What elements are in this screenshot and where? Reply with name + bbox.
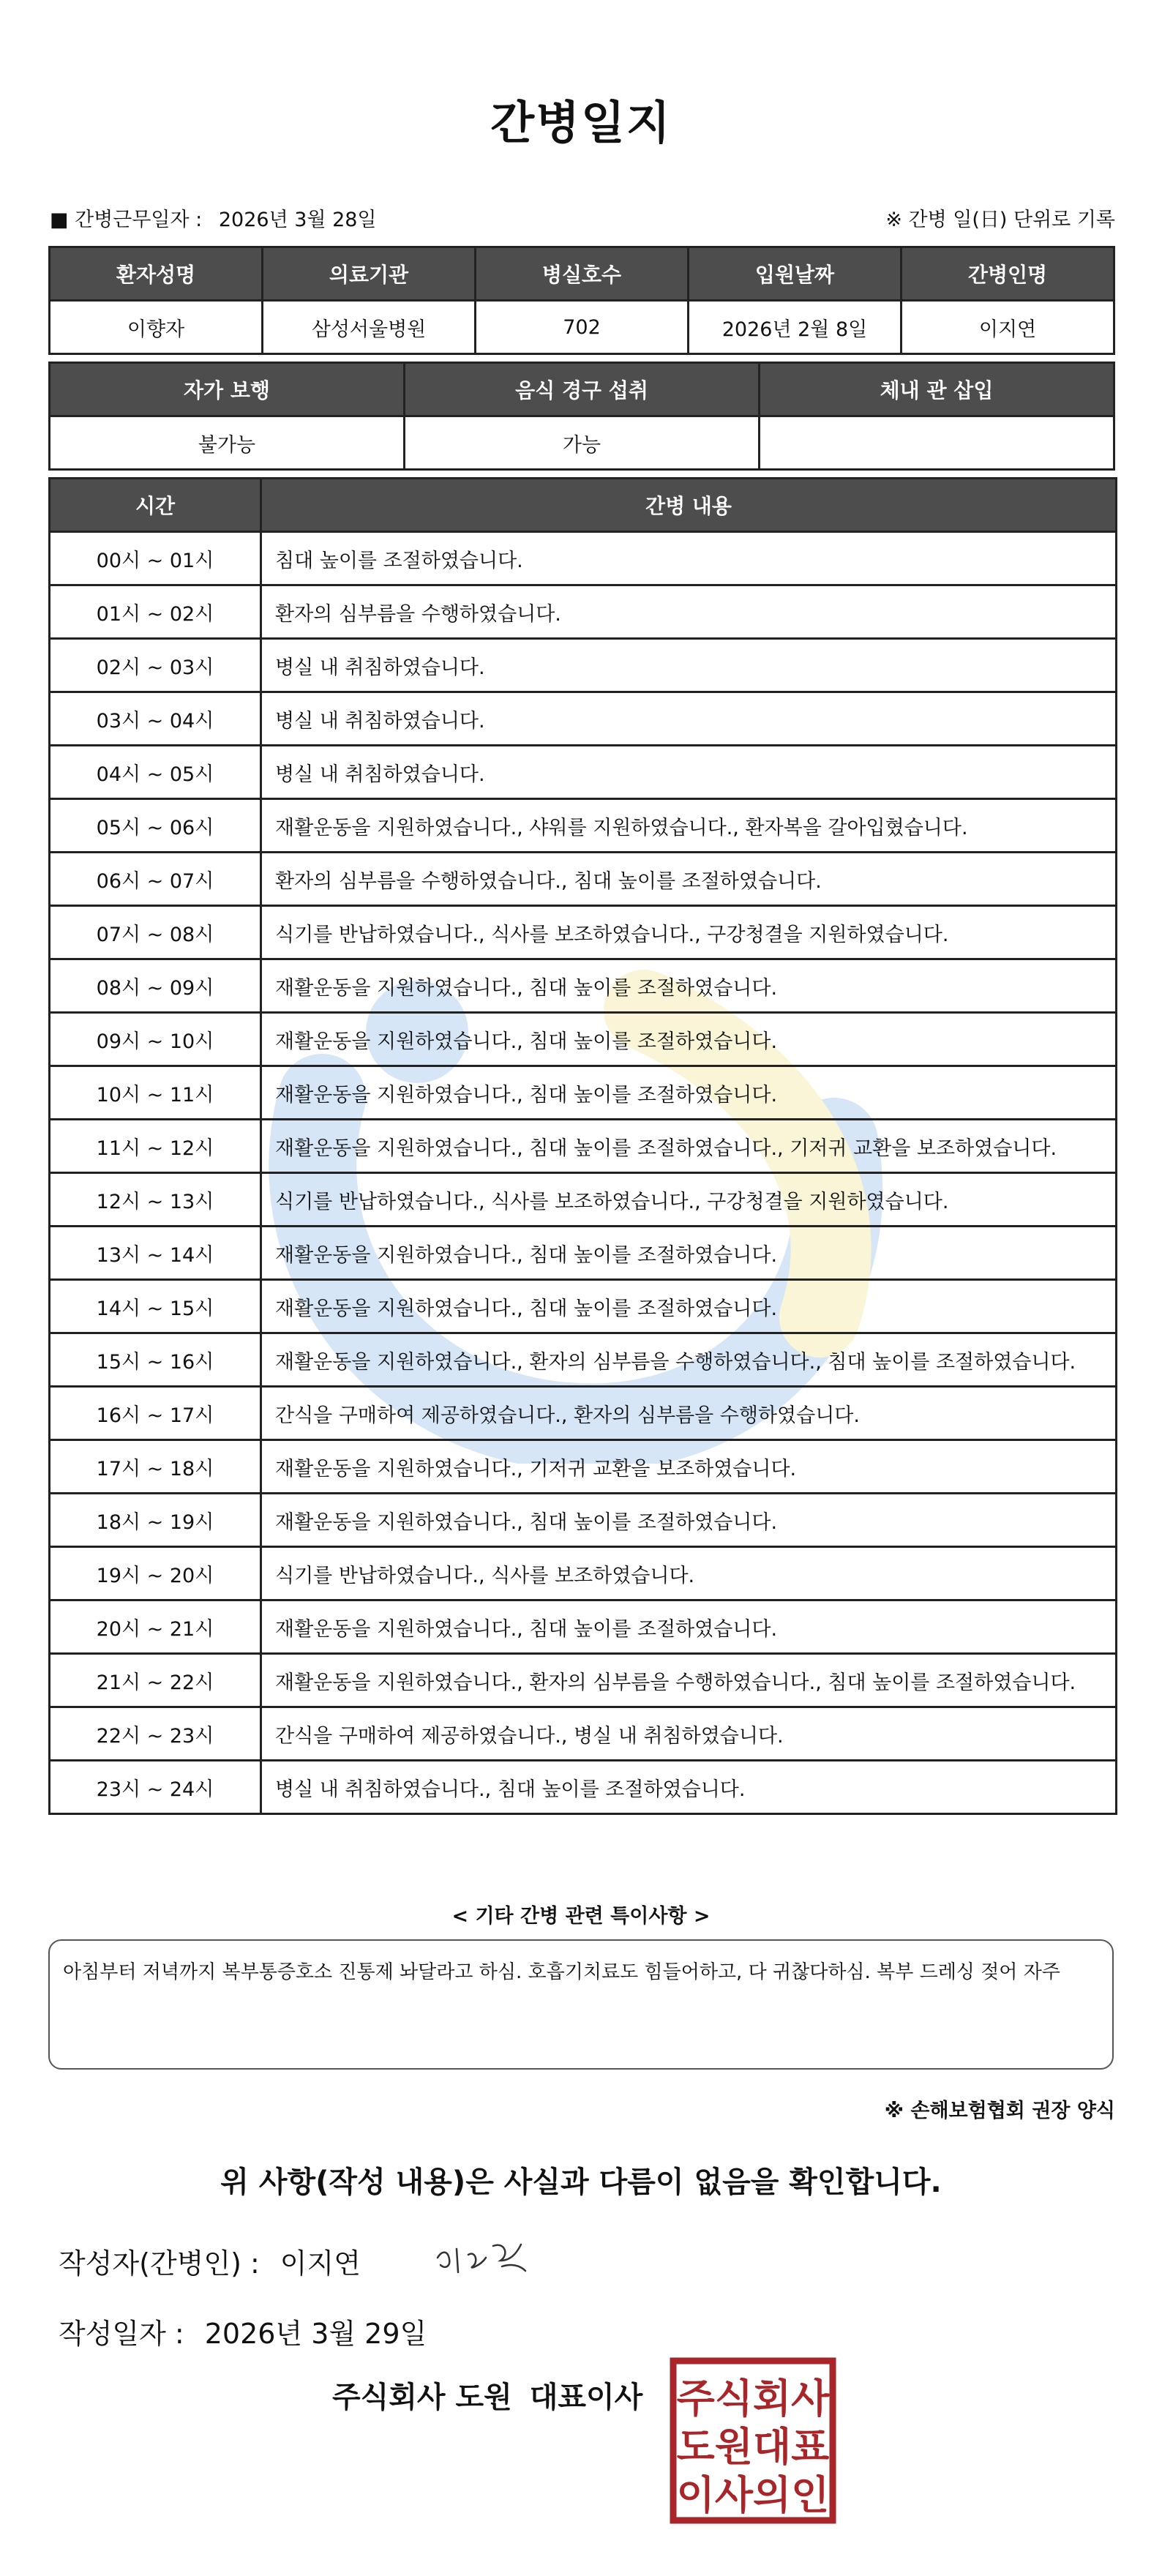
log-content-cell: 식기를 반납하였습니다., 식사를 보조하였습니다., 구강청결을 지원하였습니다. (261, 1173, 1117, 1227)
log-content-cell: 간식을 구매하여 제공하였습니다., 병실 내 취침하였습니다. (261, 1707, 1117, 1761)
log-time-cell: 16시 ~ 17시 (50, 1387, 261, 1440)
log-content-cell: 재활운동을 지원하였습니다., 침대 높이를 조절하였습니다., 기저귀 교환을 보조하였습니다. (261, 1120, 1117, 1173)
log-time-cell: 05시 ~ 06시 (50, 799, 261, 853)
log-content-cell: 환자의 심부름을 수행하였습니다. (261, 585, 1117, 639)
log-content-cell: 재활운동을 지원하였습니다., 샤워를 지원하였습니다., 환자복을 갈아입혔습니다. (261, 799, 1117, 853)
room-number: 702 (476, 301, 689, 354)
work-date-label: ■ 간병근무일자 : (50, 209, 203, 231)
hourly-log-row (50, 1173, 1117, 1227)
log-content-cell: 환자의 심부름을 수행하였습니다., 침대 높이를 조절하였습니다. (261, 853, 1117, 906)
record-note: ※ 간병 일(日) 단위로 기록 (885, 209, 1115, 231)
work-date-value: 2026년 3월 28일 (218, 209, 377, 231)
log-content-cell: 재활운동을 지원하였습니다., 침대 높이를 조절하였습니다. (261, 1013, 1117, 1066)
hourly-log-row (50, 1494, 1117, 1547)
header-room-number: 병실호수 (476, 247, 689, 301)
writer-label: 작성자(간병인) : (59, 2247, 260, 2280)
log-content-cell: 병실 내 취침하였습니다. (261, 746, 1117, 799)
patient-info-table (48, 246, 1115, 355)
company-line (332, 2374, 642, 2416)
notes-text: 아침부터 저녁까지 복부통증호소 진통제 놔달라고 하심. 호흡기치료도 힘들어하고, 다 귀찮다하심. 복부 드레싱 젖어 자주 (63, 1961, 1060, 1983)
header-patient-name: 환자성명 (50, 247, 263, 301)
log-time-cell: 13시 ~ 14시 (50, 1227, 261, 1280)
log-time-cell: 03시 ~ 04시 (50, 692, 261, 746)
log-content-cell: 식기를 반납하였습니다., 식사를 보조하였습니다. (261, 1547, 1117, 1600)
log-content-cell: 병실 내 취침하였습니다. (261, 639, 1117, 692)
self-walking-value: 불가능 (50, 416, 405, 470)
log-time-cell: 06시 ~ 07시 (50, 853, 261, 906)
log-time-cell: 09시 ~ 10시 (50, 1013, 261, 1066)
hourly-log-row (50, 532, 1117, 585)
log-content-cell: 재활운동을 지원하였습니다., 환자의 심부름을 수행하였습니다., 침대 높이를 조절하였습니다. (261, 1333, 1117, 1387)
log-content-cell: 재활운동을 지원하였습니다., 침대 높이를 조절하였습니다. (261, 1494, 1117, 1547)
hourly-log-row (50, 799, 1117, 853)
hourly-log-row (50, 853, 1117, 906)
log-content-cell: 재활운동을 지원하였습니다., 침대 높이를 조절하였습니다. (261, 1227, 1117, 1280)
hourly-log-row (50, 1761, 1117, 1814)
hourly-log-row (50, 692, 1117, 746)
log-time-cell: 23시 ~ 24시 (50, 1761, 261, 1814)
log-time-cell: 17시 ~ 18시 (50, 1440, 261, 1494)
hospital-name: 삼성서울병원 (263, 301, 476, 354)
tube-insertion-value (760, 416, 1114, 470)
hourly-log-row (50, 1547, 1117, 1600)
log-content-cell: 병실 내 취침하였습니다., 침대 높이를 조절하였습니다. (261, 1761, 1117, 1814)
log-time-cell: 19시 ~ 20시 (50, 1547, 261, 1600)
log-time-cell: 02시 ~ 03시 (50, 639, 261, 692)
header-caregiver-name: 간병인명 (902, 247, 1114, 301)
log-content-cell: 재활운동을 지원하였습니다., 침대 높이를 조절하였습니다. (261, 959, 1117, 1013)
form-note: ※ 손해보험협회 권장 양식 (884, 2100, 1115, 2122)
company-seal-icon (669, 2356, 837, 2525)
header-admission-date: 입원날짜 (689, 247, 902, 301)
log-content-cell: 간식을 구매하여 제공하였습니다., 환자의 심부름을 수행하였습니다. (261, 1387, 1117, 1440)
writer-line (59, 2241, 361, 2281)
hourly-log-row (50, 1440, 1117, 1494)
notes-box (48, 1939, 1114, 2070)
patient-status-header-row (50, 363, 1114, 416)
log-time-cell: 01시 ~ 02시 (50, 585, 261, 639)
writer-name: 이지연 (280, 2247, 361, 2280)
notes-title: < 기타 간병 관련 특이사항 > (451, 1905, 711, 1928)
header-tube-insertion: 체내 관 삽입 (760, 363, 1114, 416)
hourly-log-row (50, 1227, 1117, 1280)
header-hospital: 의료기관 (263, 247, 476, 301)
hourly-log-row (50, 1120, 1117, 1173)
log-time-cell: 18시 ~ 19시 (50, 1494, 261, 1547)
hourly-log-row (50, 1280, 1117, 1333)
written-date-label: 작성일자 : (59, 2318, 184, 2350)
hourly-log-row (50, 1707, 1117, 1761)
work-date-line (50, 203, 377, 232)
hourly-log-body (50, 532, 1117, 1814)
document-title: 간병일지 (490, 96, 672, 149)
written-date-value: 2026년 3월 29일 (204, 2318, 427, 2350)
company-title: 대표이사 (529, 2381, 643, 2414)
hourly-log-row (50, 585, 1117, 639)
log-content-cell: 침대 높이를 조절하였습니다. (261, 532, 1117, 585)
log-content-cell: 재활운동을 지원하였습니다., 기저귀 교환을 보조하였습니다. (261, 1440, 1117, 1494)
log-time-cell: 12시 ~ 13시 (50, 1173, 261, 1227)
patient-name: 이향자 (50, 301, 263, 354)
confirmation-statement: 위 사항(작성 내용)은 사실과 다름이 없음을 확인합니다. (220, 2165, 942, 2199)
hourly-log-row (50, 639, 1117, 692)
header-self-walking: 자가 보행 (50, 363, 405, 416)
header-time: 시간 (50, 479, 261, 532)
hourly-log-row (50, 1066, 1117, 1120)
log-time-cell: 00시 ~ 01시 (50, 532, 261, 585)
seal-row-1: 주식회사 (676, 2375, 830, 2422)
log-time-cell: 08시 ~ 09시 (50, 959, 261, 1013)
header-care-content: 간병 내용 (261, 479, 1117, 532)
oral-intake-value: 가능 (405, 416, 760, 470)
log-content-cell: 재활운동을 지원하였습니다., 침대 높이를 조절하였습니다. (261, 1066, 1117, 1120)
hourly-log-row (50, 1654, 1117, 1707)
hourly-log-row (50, 959, 1117, 1013)
patient-status-value-row (50, 416, 1114, 470)
hourly-log-row (50, 906, 1117, 959)
log-time-cell: 20시 ~ 21시 (50, 1600, 261, 1654)
log-time-cell: 14시 ~ 15시 (50, 1280, 261, 1333)
patient-status-table (48, 362, 1115, 471)
hourly-log-row (50, 1387, 1117, 1440)
log-time-cell: 07시 ~ 08시 (50, 906, 261, 959)
log-time-cell: 11시 ~ 12시 (50, 1120, 261, 1173)
admission-date: 2026년 2월 8일 (689, 301, 902, 354)
company-name: 주식회사 도원 (332, 2381, 512, 2414)
log-content-cell: 병실 내 취침하였습니다. (261, 692, 1117, 746)
log-time-cell: 10시 ~ 11시 (50, 1066, 261, 1120)
hourly-log-row (50, 1013, 1117, 1066)
log-content-cell: 재활운동을 지원하였습니다., 침대 높이를 조절하였습니다. (261, 1600, 1117, 1654)
caregiver-name: 이지연 (902, 301, 1114, 354)
log-content-cell: 재활운동을 지원하였습니다., 환자의 심부름을 수행하였습니다., 침대 높이를 조절하였습니다. (261, 1654, 1117, 1707)
seal-row-3: 이사의인 (676, 2472, 830, 2518)
log-content-cell: 재활운동을 지원하였습니다., 침대 높이를 조절하였습니다. (261, 1280, 1117, 1333)
hourly-log-row (50, 1600, 1117, 1654)
handwritten-signature-icon (432, 2228, 541, 2287)
seal-row-2: 도원대표 (676, 2424, 830, 2470)
hourly-log-row (50, 746, 1117, 799)
log-time-cell: 22시 ~ 23시 (50, 1707, 261, 1761)
header-oral-intake: 음식 경구 섭취 (405, 363, 760, 416)
log-content-cell: 식기를 반납하였습니다., 식사를 보조하였습니다., 구강청결을 지원하였습니다. (261, 906, 1117, 959)
written-date-line (59, 2311, 427, 2351)
patient-info-header-row (50, 247, 1114, 301)
log-time-cell: 04시 ~ 05시 (50, 746, 261, 799)
hourly-log-header-row (50, 479, 1117, 532)
hourly-log-row (50, 1333, 1117, 1387)
log-time-cell: 15시 ~ 16시 (50, 1333, 261, 1387)
log-time-cell: 21시 ~ 22시 (50, 1654, 261, 1707)
hourly-log-table (48, 477, 1117, 1815)
patient-info-value-row (50, 301, 1114, 354)
